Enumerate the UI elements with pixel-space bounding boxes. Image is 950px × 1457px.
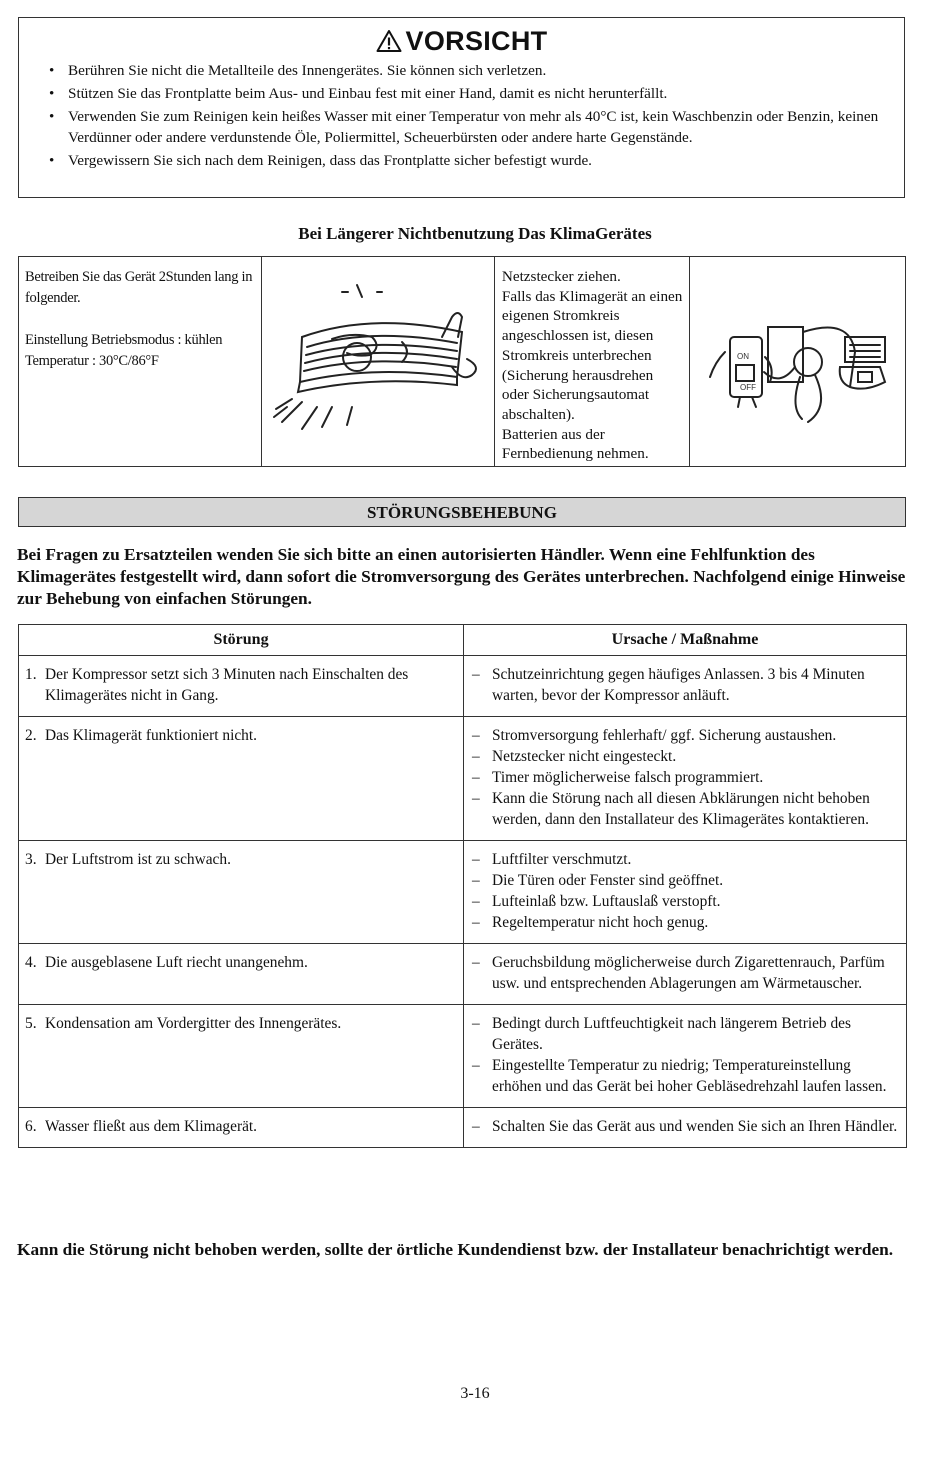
caution-item: • Berühren Sie nicht die Metallteile des Innengerätes. Sie können sich verletzen. (49, 62, 547, 79)
switch-on-label: ON (737, 352, 749, 361)
bullet-icon: • (49, 85, 55, 102)
bullet-icon: • (49, 152, 55, 169)
problem-cell: 1. Der Kompressor setzt sich 3 Minuten nach Einschalten des Klimagerätes nicht in Gang. (19, 656, 464, 717)
storage-heading: Bei Längerer Nichtbenutzung Das KlimaGerätes (298, 224, 652, 243)
table-row (19, 656, 907, 717)
troubleshooting-title: STÖRUNGSBEHEBUNG (18, 497, 906, 527)
troubleshooting-table (18, 624, 907, 1148)
caution-heading (19, 26, 904, 57)
page-number: 3-16 (460, 1385, 490, 1402)
table-row (19, 1108, 907, 1148)
caution-box (18, 17, 905, 198)
air-conditioner-icon (262, 257, 495, 466)
storage-mode-text: Einstellung Betriebsmodus : kühlen (25, 332, 223, 348)
caution-item: • Verwenden Sie zum Reinigen kein heißes Wasser mit einer Temperatur von mehr als 40°C ist, kein Waschbenzin oder Benzin, keinen Verdünner oder andere verdunstende Öle, Poliermittel, Scheuerbürsten oder andere harte Gegenstände. (49, 108, 879, 146)
storage-temp-text: Temperatur : 30°C/86°F (25, 353, 159, 369)
warning-triangle-icon (376, 29, 402, 53)
table-row (19, 1005, 907, 1108)
unplug-text: Netzstecker ziehen. (501, 268, 621, 285)
battery-text: Batterien aus der Fernbedienung nehmen. (501, 425, 649, 463)
circuit-text: Falls das Klimagerät an einen eigenen Stromkreis angeschlossen ist, diesen Stromkreis unterbrechen (Sicherung herausdrehen oder Sicherungsautomat abschalten). (501, 287, 683, 423)
storage-table (18, 256, 906, 467)
ac-unit-illustration (262, 257, 495, 466)
table-row (19, 841, 907, 944)
caution-item: • Vergewissern Sie sich nach dem Reinigen, dass das Frontplatte sicher befestigt wurde. (49, 152, 592, 169)
cause-cell: – Schalten Sie das Gerät aus und wenden Sie sich an Ihren Händler. (464, 1108, 907, 1148)
problem-cell: 2. Das Klimagerät funktioniert nicht. (19, 717, 464, 841)
table-row (19, 717, 907, 841)
cause-cell: – Geruchsbildung möglicherweise durch Zigarettenrauch, Parfüm usw. und entsprechenden Ablagerungen am Wärmetauscher. (464, 944, 907, 1005)
table-header-row (19, 625, 907, 656)
caution-list (19, 60, 904, 171)
power-switch-icon (690, 257, 905, 466)
caution-title: VORSICHT (405, 26, 548, 56)
cause-cell: – Schutzeinrichtung gegen häufiges Anlassen. 3 bis 4 Minuten warten, bevor der Kompressor anläuft. (464, 656, 907, 717)
caution-item: • Stützen Sie das Frontplatte beim Aus- und Einbau fest mit einer Hand, damit es nicht herunterfällt. (49, 85, 668, 102)
switch-off-label: OFF (740, 383, 756, 392)
storage-power-instructions (495, 257, 690, 466)
cause-cell: – Stromversorgung fehlerhaft/ ggf. Sicherung austaushen. – Netzstecker nicht eingesteckt. – Timer möglicherweise falsch programmiert. – Kann die Störung nach all diesen Abklärungen nicht behoben werden, dann den Installateur des Klimagerätes kontaktieren. (464, 717, 907, 841)
problem-cell: 3. Der Luftstrom ist zu schwach. (19, 841, 464, 944)
storage-run-text: Betreiben Sie das Gerät 2Stunden lang in folgender. (25, 269, 253, 306)
troubleshooting-outro: Kann die Störung nicht behoben werden, sollte der örtliche Kundendienst bzw. der Installateur benachrichtigt werden. (17, 1240, 894, 1259)
bullet-icon: • (49, 108, 55, 125)
power-off-illustration (690, 257, 905, 466)
cause-cell: – Luftfilter verschmutzt. – Die Türen oder Fenster sind geöffnet. – Lufteinlaß bzw. Luftauslaß verstopft. – Regeltemperatur nicht hoch genug. (464, 841, 907, 944)
storage-instructions (19, 257, 262, 466)
bullet-icon: • (49, 62, 55, 79)
table-row (19, 944, 907, 1005)
col-problem-header: Störung (19, 625, 464, 656)
problem-cell: 4. Die ausgeblasene Luft riecht unangenehm. (19, 944, 464, 1005)
problem-cell: 5. Kondensation am Vordergitter des Innengerätes. (19, 1005, 464, 1108)
troubleshooting-intro: Bei Fragen zu Ersatzteilen wenden Sie sich bitte an einen autorisierten Händler. Wenn eine Fehlfunktion des Klimagerätes festgestellt wird, dann sofort die Stromversorgung des Gerätes unterbrechen. Nachfolgend einige Hinweise zur Behebung von einfachen Störungen. (17, 545, 906, 608)
cause-cell: – Bedingt durch Luftfeuchtigkeit nach längerem Betrieb des Gerätes. – Eingestellte Temperatur zu niedrig; Temperatureinstellung erhöhen und das Gerät bei hoher Gebläsedrehzahl laufen lassen. (464, 1005, 907, 1108)
col-cause-header: Ursache / Maßnahme (464, 625, 907, 656)
problem-cell: 6. Wasser fließt aus dem Klimagerät. (19, 1108, 464, 1148)
